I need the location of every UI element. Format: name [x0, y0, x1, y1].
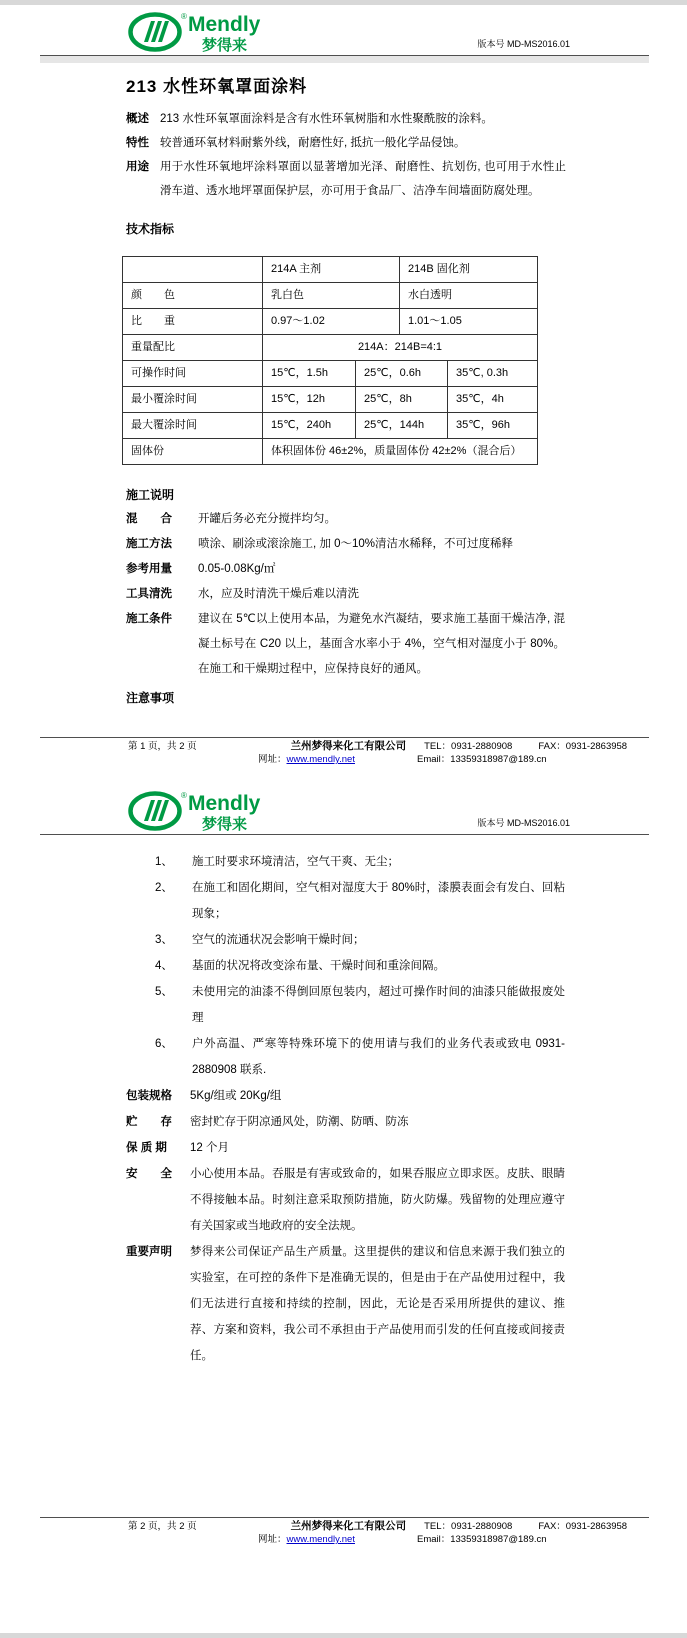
cell-value: 25℃，144h	[356, 413, 448, 438]
notes-heading: 注意事项	[126, 691, 175, 705]
shelf-text: 12 个月	[190, 1142, 229, 1154]
cell-value: 15℃，240h	[263, 413, 356, 438]
section-feature	[126, 131, 566, 155]
footer-email: Email：13359318987@189.cn	[416, 1534, 547, 1545]
note-item	[155, 927, 565, 953]
footer-tel: TEL：0931-2880908	[424, 1521, 513, 1532]
shelf-label: 保 质 期	[126, 1142, 167, 1154]
tech-spec-table	[122, 256, 538, 465]
logo-m-stripes-icon	[144, 21, 169, 42]
note-item	[155, 849, 565, 875]
row-safety	[126, 1161, 565, 1239]
note-item	[155, 875, 565, 927]
logo-m-stripes-icon	[144, 800, 169, 821]
storage-label: 贮 存	[126, 1116, 172, 1128]
note-item	[155, 953, 565, 979]
usage-text: 用于水性环氧地坪涂料罩面以显著增加光泽、耐磨性、抗划伤, 也可用于水性止滑车道、透水地坪罩面保护层，亦可用于食品厂、洁净车间墙面防腐处理。	[160, 161, 566, 197]
section-usage	[126, 155, 566, 203]
notes-list	[155, 849, 565, 1083]
footer-email: Email：13359318987@189.cn	[416, 754, 547, 765]
logo-brand-name-cn: 梦得来	[202, 816, 248, 832]
cell-value: 25℃，0.6h	[356, 361, 448, 386]
note-text: 户外高温、严寒等特殊环境下的使用请与我们的业务代表或致电 0931-2880908 联系.	[192, 1038, 565, 1076]
company-name: 兰州梦得来化工有限公司	[290, 740, 407, 752]
table-row-ratio	[123, 335, 537, 361]
dosage-label: 参考用量	[126, 563, 172, 575]
safety-label: 安 全	[126, 1168, 172, 1180]
overview-label: 概述	[126, 113, 149, 125]
website-link[interactable]: www.mendly.net	[286, 1534, 355, 1545]
note-number: 2、	[155, 882, 173, 894]
overview-text: 213 水性环氧罩面涂料是含有水性环氧树脂和水性聚酰胺的涂料。	[160, 113, 493, 125]
note-number: 4、	[155, 960, 173, 972]
row-label: 最大覆涂时间	[123, 413, 263, 438]
website-link[interactable]: www.mendly.net	[286, 754, 355, 765]
company-name: 兰州梦得来化工有限公司	[290, 1520, 407, 1532]
cell-value: 体积固体份 46±2%，质量固体份 42±2%（混合后）	[271, 445, 522, 457]
page-2	[0, 768, 687, 1633]
row-label: 最小覆涂时间	[123, 387, 263, 412]
row-statement	[126, 1239, 565, 1369]
method-label: 施工方法	[126, 538, 172, 550]
row-shelf-life	[126, 1135, 565, 1161]
packing-text: 5Kg/组或 20Kg/组	[190, 1090, 282, 1102]
table-row-header	[123, 257, 537, 283]
storage-text: 密封贮存于阴凉通风处，防潮、防晒、防冻	[190, 1116, 409, 1128]
cell-value: 1.01～1.05	[408, 315, 462, 327]
logo-brand-name-cn: 梦得来	[202, 37, 248, 53]
cell-value: 35℃，4h	[456, 393, 504, 405]
table-row-color	[123, 283, 537, 309]
row-label: 重量配比	[123, 335, 263, 360]
mixing-text: 开罐后务必充分搅拌均匀。	[198, 513, 336, 525]
bottom-edge-strip	[0, 1633, 687, 1638]
statement-text: 梦得来公司保证产品生产质量。这里提供的建议和信息来源于我们独立的实验室，在可控的条件下是准确无误的，但是由于在产品使用过程中，我们无法进行直接和持续的控制，因此，无论是否采用所提供的建议、推荐、方案和资料，我公司不承担由于产品使用而引发的任何直接或间接责任。	[190, 1246, 565, 1362]
cell-value: 25℃，8h	[356, 387, 448, 412]
note-text: 基面的状况将改变涂布量、干燥时间和重涂间隔。	[192, 960, 445, 972]
condition-text: 建议在 5℃以上使用本品，为避免水汽凝结，要求施工基面干燥洁净, 混凝土标号在 C20 以上，基面含水率小于 4%，空气相对湿度小于 80%。在施工和干燥期过程中，应保持良好的通风。	[198, 613, 565, 675]
page-number: 第 1 页，共 2 页	[128, 741, 197, 752]
table-row-pot-life	[123, 361, 537, 387]
page-1	[0, 5, 687, 768]
cleaning-text: 水，应及时清洗干燥后难以清洗	[198, 588, 359, 600]
logo-registered-mark: ®	[181, 791, 187, 800]
statement-label: 重要声明	[126, 1246, 172, 1258]
note-text: 施工时要求环境清洁，空气干爽、无尘；	[192, 856, 399, 868]
table-header-214b: 214B 固化剂	[408, 263, 470, 275]
feature-label: 特性	[126, 137, 149, 149]
footer-tel: TEL：0931-2880908	[424, 741, 513, 752]
row-cleaning	[126, 582, 565, 607]
footer-fax: FAX：0931-2863958	[538, 741, 628, 752]
page-title: 213 水性环氧罩面涂料	[126, 77, 308, 96]
table-header-empty	[123, 257, 263, 282]
page2-header	[0, 768, 687, 834]
row-condition	[126, 607, 565, 682]
cell-value: 乳白色	[263, 283, 400, 308]
table-row-solids	[123, 439, 537, 464]
cleaning-label: 工具清洗	[126, 588, 172, 600]
cell-value: 15℃，12h	[263, 387, 356, 412]
note-item	[155, 979, 565, 1031]
note-number: 6、	[155, 1038, 173, 1050]
condition-label: 施工条件	[126, 613, 172, 625]
mendly-logo	[128, 788, 296, 832]
row-label: 比 重	[123, 309, 263, 334]
page1-header	[0, 5, 687, 55]
table-row-min-recoat	[123, 387, 537, 413]
feature-text: 较普通环氧材料耐紫外线，耐磨性好, 抵抗一般化学品侵蚀。	[160, 137, 466, 149]
cell-value: 214A：214B=4:1	[357, 341, 443, 353]
usage-label: 用途	[126, 161, 149, 173]
version-label: 版本号 MD-MS2016.01	[477, 39, 570, 49]
note-number: 1、	[155, 856, 173, 868]
note-item	[155, 1031, 565, 1083]
table-row-max-recoat	[123, 413, 537, 439]
dosage-text: 0.05-0.08Kg/㎡	[198, 563, 276, 575]
packing-label: 包装规格	[126, 1090, 172, 1102]
cell-value: 35℃, 0.3h	[456, 367, 509, 379]
note-text: 在施工和固化期间，空气相对湿度大于 80%时，漆膜表面会有发白、回粘现象；	[192, 882, 565, 920]
cell-value: 水白透明	[408, 289, 452, 301]
footer-web-label: 网址：	[258, 1534, 287, 1545]
table-row-gravity	[123, 309, 537, 335]
row-label: 颜 色	[123, 283, 263, 308]
mixing-label: 混 合	[126, 513, 172, 525]
row-mixing	[126, 507, 565, 532]
page2-footer	[40, 1517, 649, 1546]
logo-brand-name: Mendly	[188, 13, 261, 36]
logo-brand-name: Mendly	[188, 792, 261, 815]
page1-footer	[40, 737, 649, 766]
section-overview	[126, 107, 566, 131]
version-label: 版本号 MD-MS2016.01	[477, 818, 570, 828]
note-number: 5、	[155, 986, 173, 998]
logo-registered-mark: ®	[181, 12, 187, 21]
row-dosage	[126, 557, 565, 582]
row-storage	[126, 1109, 565, 1135]
note-text: 空气的流通状况会影响干燥时间；	[192, 934, 365, 946]
table-header-214a: 214A 主剂	[263, 257, 400, 282]
note-text: 未使用完的油漆不得倒回原包装内，超过可操作时间的油漆只能做报废处理	[192, 986, 565, 1024]
footer-fax: FAX：0931-2863958	[538, 1521, 628, 1532]
note-number: 3、	[155, 934, 173, 946]
row-label: 固体份	[123, 439, 263, 464]
cell-value: 35℃，96h	[456, 419, 510, 431]
method-text: 喷涂、刷涂或滚涂施工, 加 0～10%清洁水稀释，不可过度稀释	[198, 538, 513, 550]
row-method	[126, 532, 565, 557]
cell-value: 0.97～1.02	[263, 309, 400, 334]
cell-value: 15℃，1.5h	[263, 361, 356, 386]
page-number: 第 2 页，共 2 页	[128, 1521, 197, 1532]
safety-text: 小心使用本品。吞服是有害或致命的，如果吞服应立即求医。皮肤、眼睛不得接触本品。时刻注意采取预防措施，防火防爆。残留物的处理应遵守有关国家或当地政府的安全法规。	[190, 1168, 565, 1232]
header-band	[40, 56, 649, 63]
row-packing	[126, 1083, 565, 1109]
construction-heading: 施工说明	[126, 488, 175, 502]
mendly-logo	[128, 9, 296, 53]
header-rule	[40, 834, 649, 835]
tech-heading: 技术指标	[126, 222, 175, 236]
footer-web-label: 网址：	[258, 754, 287, 765]
row-label: 可操作时间	[123, 361, 263, 386]
